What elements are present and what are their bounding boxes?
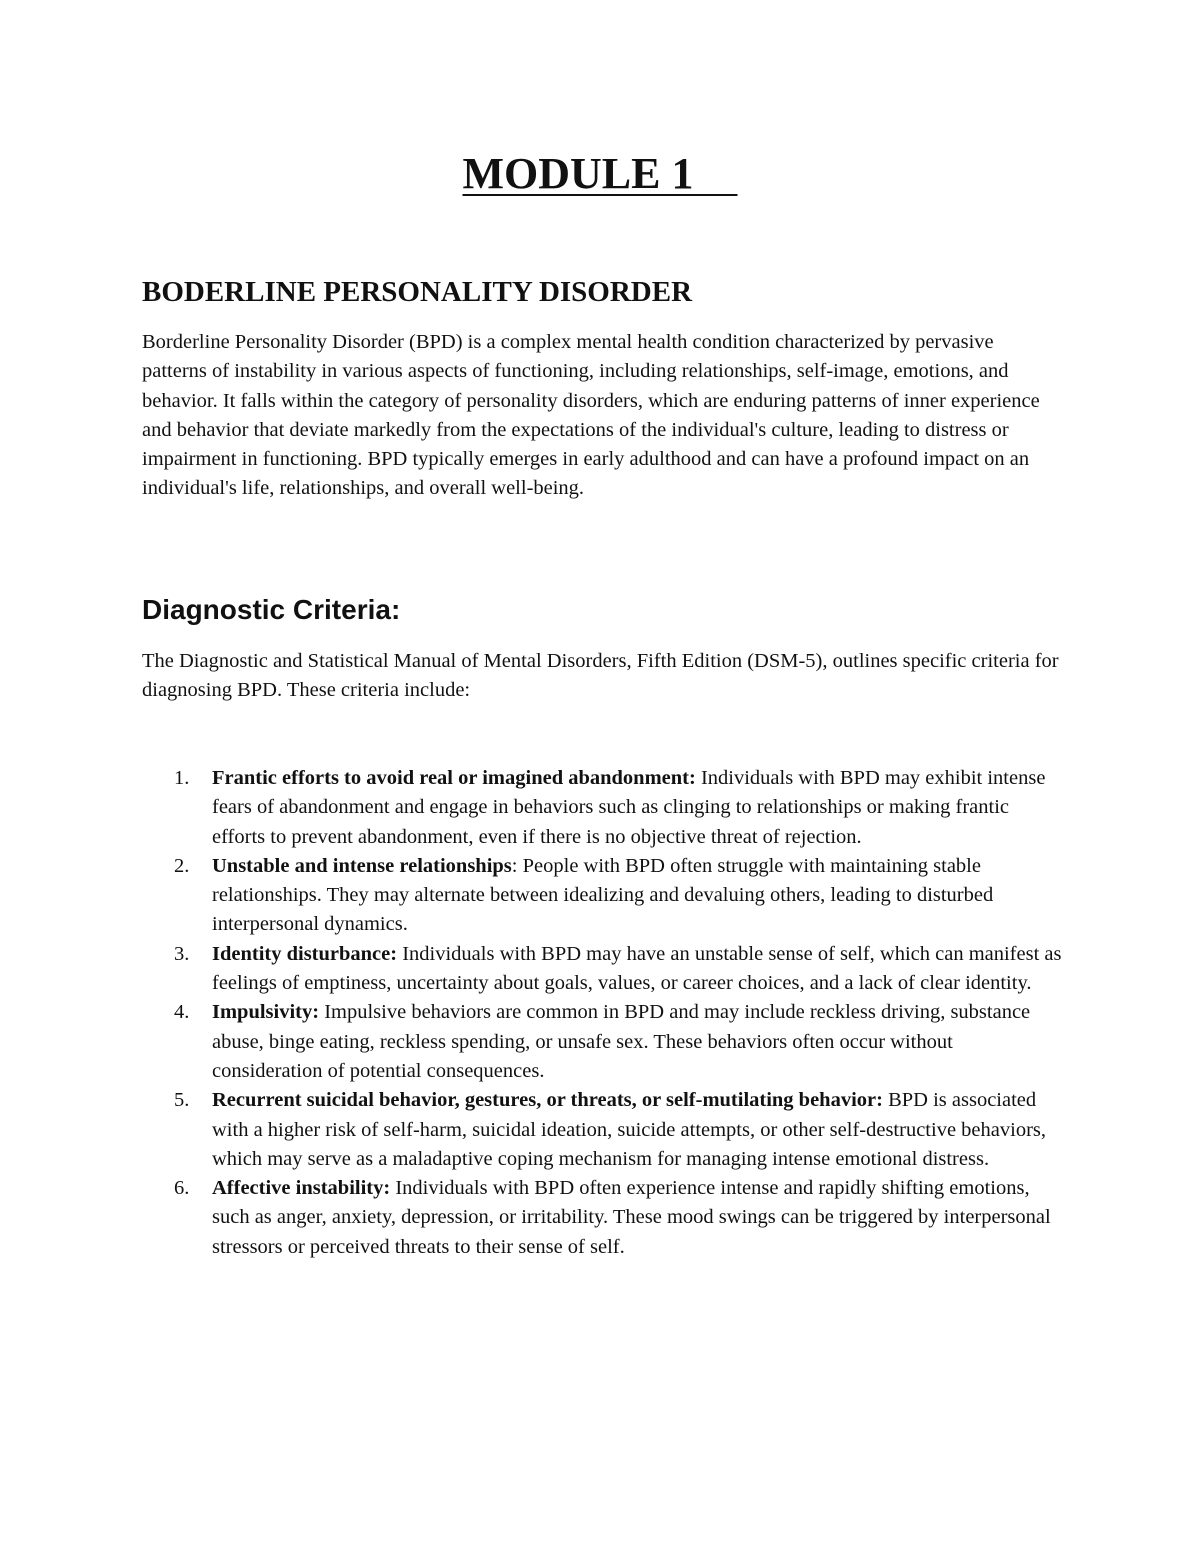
criteria-number: 6. xyxy=(174,1177,190,1200)
module-title-trail xyxy=(694,149,738,198)
criteria-item-2 xyxy=(142,852,1062,940)
criteria-term: Frantic efforts to avoid real or imagined abandonment: xyxy=(212,767,696,789)
criteria-number: 1. xyxy=(174,767,190,789)
criteria-number: 3. xyxy=(174,942,190,965)
criteria-term: Impulsivity: xyxy=(212,1001,320,1024)
criteria-number: 4. xyxy=(174,1001,190,1024)
criteria-term: Recurrent suicidal behavior, gestures, or threats, or self-mutilating behavior: xyxy=(212,1089,883,1112)
criteria-number: 5. xyxy=(174,1089,190,1112)
criteria-item-1 xyxy=(142,764,1062,852)
criteria-text: Impulsive behaviors are common in BPD and may include reckless driving, substance abuse, binge eating, reckless spending, or unsafe sex. These behaviors often occur without consideration of potential consequences. xyxy=(212,1001,1031,1082)
criteria-item-4 xyxy=(142,998,1062,1086)
criteria-term: Identity disturbance: xyxy=(212,942,398,965)
criteria-text: Individuals with BPD may have an unstable sense of self, which can manifest as feelings of emptiness, uncertainty about goals, values, or career choices, and a lack of clear identity. xyxy=(212,942,1062,995)
dsm-intro-paragraph: The Diagnostic and Statistical Manual of Mental Disorders, Fifth Edition (DSM-5), outlines specific criteria for diagnosing BPD. These criteria include: xyxy=(142,650,1059,702)
module-title xyxy=(0,146,1200,202)
criteria-number: 2. xyxy=(174,854,190,877)
criteria-text: Individuals with BPD often experience intense and rapidly shifting emotions, such as anger, anxiety, depression, or irritability. These mood swings can be triggered by interpersonal stressors or perceived threats to their sense of self. xyxy=(212,1177,1051,1258)
intro-paragraph: Borderline Personality Disorder (BPD) is a complex mental health condition characterized by pervasive patterns of instability in various aspects of functioning, including relationships, self-image, emotions, and behavior. It falls within the category of personality disorders, which are enduring patterns of inner experience and behavior that deviate markedly from the expectations of the individual's culture, leading to distress or impairment in functioning. BPD typically emerges in early adulthood and can have a profound impact on an individual's life, relationships, and overall well-being. xyxy=(142,331,1040,500)
criteria-list xyxy=(142,764,1062,1262)
criteria-item-3 xyxy=(142,940,1062,999)
module-title-text xyxy=(463,149,738,198)
criteria-text: : People with BPD often struggle with maintaining stable relationships. They may alternate between idealizing and devaluing others, leading to disturbed interpersonal dynamics. xyxy=(212,854,994,936)
criteria-term: Affective instability: xyxy=(212,1177,391,1200)
section-title: BODERLINE PERSONALITY DISORDER xyxy=(142,276,693,308)
diagnostic-criteria-heading: Diagnostic Criteria: xyxy=(142,594,401,625)
criteria-item-5 xyxy=(142,1086,1062,1174)
criteria-text: Individuals with BPD may exhibit intense fears of abandonment and engage in behaviors such as clinging to relationships or making frantic efforts to prevent abandonment, even if there is no objective threat of rejection. xyxy=(212,767,1046,848)
criteria-text: BPD is associated with a higher risk of self-harm, suicidal ideation, suicide attempts, or other self-destructive behaviors, which may serve as a maladaptive coping mechanism for managing intense emotional distress. xyxy=(212,1089,1046,1170)
criteria-item-6 xyxy=(142,1174,1062,1262)
criteria-term: Unstable and intense relationships xyxy=(212,854,512,877)
module-title-label: MODULE 1 xyxy=(462,149,694,198)
